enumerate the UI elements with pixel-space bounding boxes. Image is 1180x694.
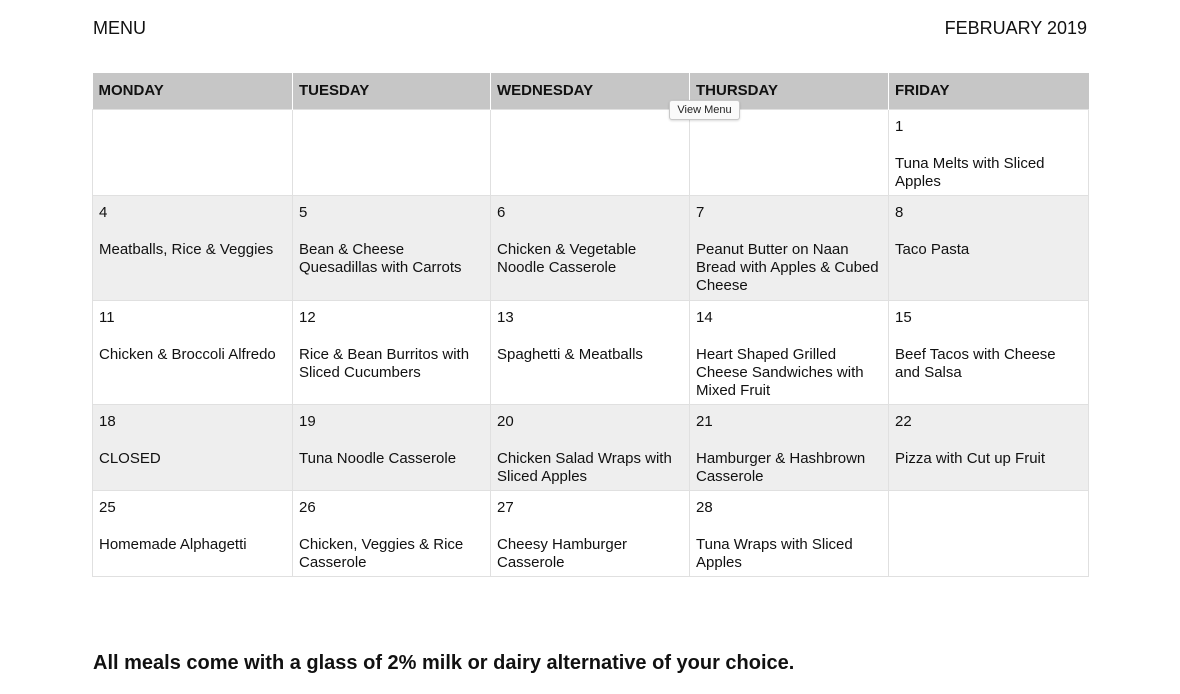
header-tuesday: TUESDAY [293,73,491,109]
day-cell [93,300,293,404]
meal-text: Spaghetti & Meatballs [497,345,643,363]
day-number: 22 [895,412,912,430]
day-cell [491,404,690,490]
header-monday: MONDAY [93,73,293,109]
week-row [93,490,1089,576]
day-number: 13 [497,308,514,326]
header-wednesday: WEDNESDAY [491,73,690,109]
day-cell [690,109,889,195]
meal-text: Cheesy Hamburger Casserole [497,535,628,571]
day-cell [293,490,491,576]
day-number: 21 [696,412,713,430]
month-title: FEBRUARY 2019 [944,18,1087,38]
day-number: 12 [299,308,316,326]
day-number: 26 [299,498,316,516]
view-menu-button[interactable]: View Menu [669,100,740,120]
menu-calendar [92,73,1089,577]
meal-text: Heart Shaped Grilled Cheese Sandwiches with Mixed Fruit [696,345,864,399]
meal-text: Chicken & Vegetable Noodle Casserole [497,240,637,276]
day-number: 11 [99,308,115,326]
meal-text: Chicken Salad Wraps with Sliced Apples [497,449,672,485]
day-cell [889,300,1089,404]
header-thursday: THURSDAY [690,73,889,109]
day-number: 27 [497,498,514,516]
meal-text: Peanut Butter on Naan Bread with Apples & Cubed Cheese [696,240,879,294]
menu-title: MENU [93,18,146,38]
day-cell [93,490,293,576]
day-cell [491,109,690,195]
day-cell [93,195,293,300]
meal-text: Meatballs, Rice & Veggies [99,240,274,258]
meal-text: Pizza with Cut up Fruit [895,449,1046,467]
day-cell [293,109,491,195]
footer-note: All meals come with a glass of 2% milk or dairy alternative of your choice. [93,652,795,674]
meal-text: Beef Tacos with Cheese and Salsa [895,345,1056,381]
day-cell [293,300,491,404]
day-cell [491,300,690,404]
day-number [299,118,484,136]
day-number: 7 [696,203,705,221]
day-cell [93,404,293,490]
day-cell [491,490,690,576]
day-cell [889,404,1089,490]
meal-text: Homemade Alphagetti [99,535,247,553]
day-cell [293,195,491,300]
day-number: 8 [895,203,904,221]
header-friday: FRIDAY [889,73,1089,109]
meal-text: Tuna Wraps with Sliced Apples [696,535,853,571]
day-number: 18 [99,412,116,430]
day-number [497,118,683,136]
meal-text: Chicken, Veggies & Rice Casserole [299,535,464,571]
day-cell [93,109,293,195]
day-number: 4 [99,203,108,221]
day-cell [889,109,1089,195]
day-cell [889,490,1089,576]
day-number: 25 [99,498,116,516]
day-cell [690,490,889,576]
meal-text: CLOSED [99,449,161,467]
day-number: 19 [299,412,316,430]
day-number: 5 [299,203,308,221]
week-row [93,195,1089,300]
meal-text: Rice & Bean Burritos with Sliced Cucumbers [299,345,470,381]
meal-text: Chicken & Broccoli Alfredo [99,345,276,363]
meal-text: Taco Pasta [895,240,970,258]
day-cell [690,404,889,490]
week-row [93,404,1089,490]
day-number: 6 [497,203,506,221]
meal-text: Hamburger & Hashbrown Casserole [696,449,866,485]
day-cell [293,404,491,490]
day-number [99,118,286,136]
day-cell [690,300,889,404]
weekday-header-row [93,73,1089,109]
week-row [93,109,1089,195]
day-number: 15 [895,308,912,326]
day-number [696,118,882,136]
day-number: 20 [497,412,514,430]
meal-text: Tuna Melts with Sliced Apples [895,154,1045,190]
day-number: 28 [696,498,713,516]
day-number [895,499,1082,517]
meal-text: Tuna Noodle Casserole [299,449,457,467]
day-cell [889,195,1089,300]
week-row [93,300,1089,404]
day-cell [690,195,889,300]
day-number: 14 [696,308,713,326]
meal-text: Bean & Cheese Quesadillas with Carrots [299,240,462,276]
day-cell [491,195,690,300]
day-number: 1 [895,117,904,135]
